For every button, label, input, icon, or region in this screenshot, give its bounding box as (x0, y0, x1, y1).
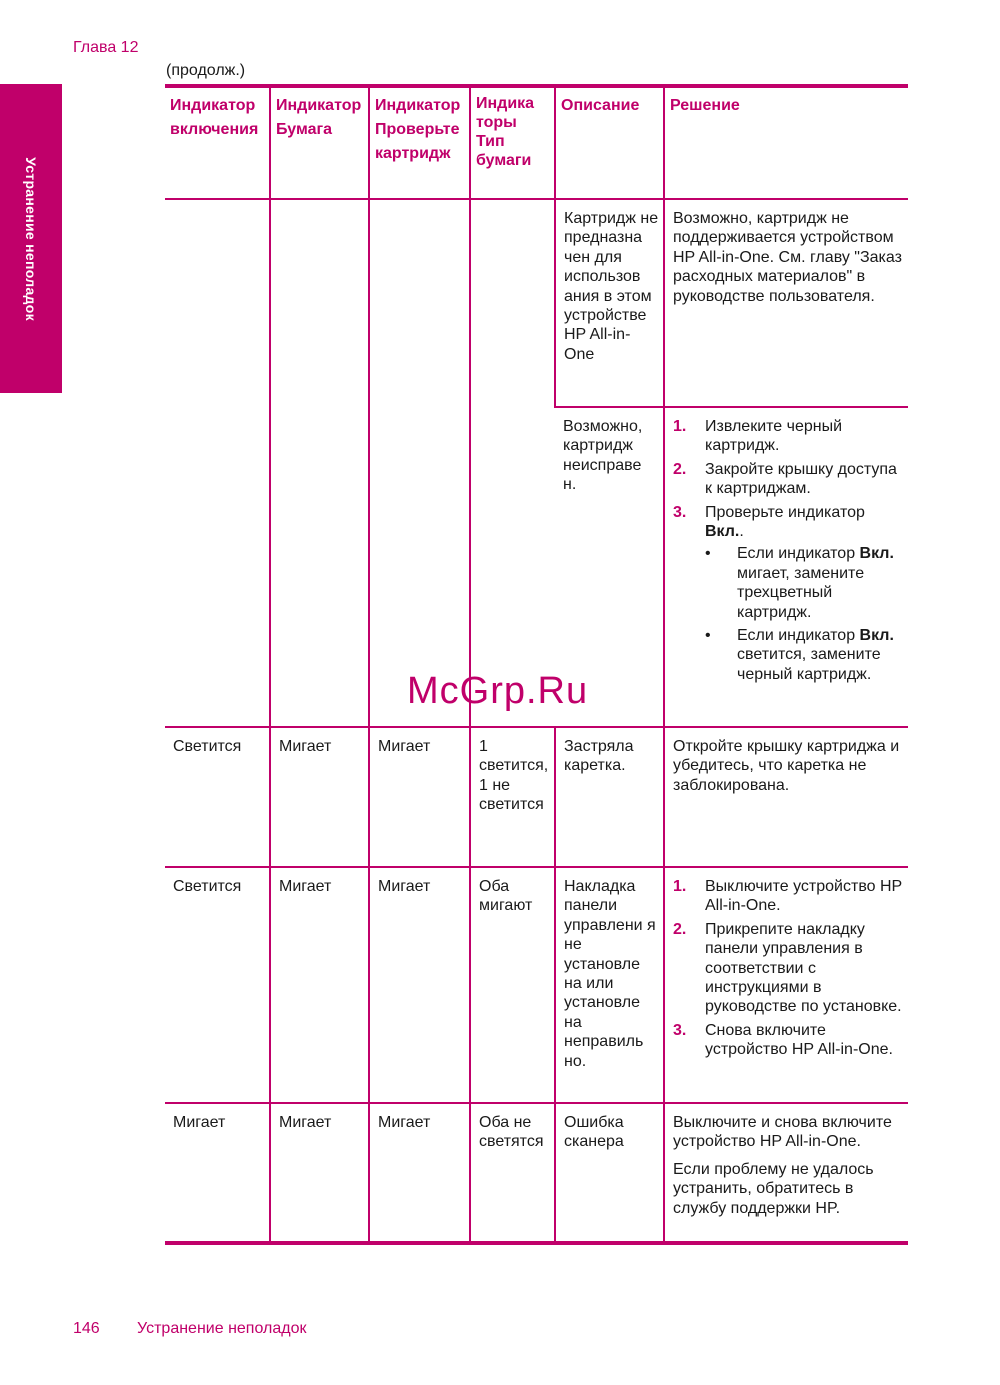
substep-bold-text: Вкл. (859, 627, 894, 645)
table-row (165, 1103, 908, 1243)
step-text: Извлеките черный картридж. (705, 418, 843, 455)
cell-solution (664, 1103, 908, 1243)
cell-power: Светится (173, 738, 242, 755)
side-tab (0, 84, 62, 393)
watermark: McGrp.Ru (407, 670, 589, 712)
step-item (673, 460, 904, 499)
cell-paper: Мигает (270, 727, 369, 867)
footer-title: Устранение неполадок (137, 1320, 307, 1337)
step-item (673, 1021, 904, 1060)
step-text-end: . (739, 523, 744, 541)
substep-text-end: мигает, замените трехцветный картридж. (737, 564, 865, 621)
step-text: Снова включите устройство HP All-in-One. (705, 1021, 893, 1059)
step-item (673, 920, 904, 1017)
cell-check-cartridge: Мигает (369, 1103, 470, 1243)
table-header-row (165, 86, 908, 199)
cell-paper-type (470, 199, 555, 727)
cell-description: Возможно, картридж неисправе н. (563, 418, 643, 494)
cell-solution: Откройте крышку картриджа и убедитесь, что каретка не заблокирована. (664, 727, 908, 867)
table-row (165, 727, 908, 867)
cell-solution (664, 867, 908, 1103)
cell-paper: Мигает (270, 867, 369, 1103)
cell-description: Ошибка сканера (555, 1103, 664, 1243)
header-paper-light: Индикатор Бумага (270, 86, 369, 199)
cell-description: Застряла каретка. (555, 727, 664, 867)
chapter-label: Глава 12 (73, 39, 139, 56)
header-description: Описание (555, 86, 664, 199)
substep-bold-text: Вкл. (859, 545, 894, 563)
cell-power: Светится (173, 878, 242, 895)
page-number: 146 (73, 1320, 100, 1337)
solution-steps (673, 877, 904, 1060)
step-number: 2. (673, 460, 687, 478)
substep-text-end: светится, замените черный картридж. (737, 646, 881, 683)
substep-item (705, 626, 904, 684)
side-tab-label: Устранение неполадок (23, 156, 39, 321)
solution-paragraph: Если проблему не удалось устранить, обратитесь в службу поддержки HP. (673, 1160, 874, 1217)
step-item (673, 503, 904, 685)
substep-list (705, 544, 904, 684)
step-item (673, 877, 904, 916)
cell-check-cartridge (369, 199, 470, 727)
cell-check-cartridge: Мигает (369, 727, 470, 867)
substep-item (705, 544, 904, 622)
step-number: 3. (673, 503, 687, 521)
step-number: 3. (673, 1021, 687, 1039)
substep-text: Если индикатор (737, 627, 860, 645)
header-power-light: Индикатор включения (170, 97, 259, 138)
table-row (165, 867, 908, 1103)
cell-solution: Возможно, картридж не поддерживается устройством HP All-in-One. См. главу "Заказ расходных материалов" в руководстве пользователя. (664, 199, 908, 407)
step-bold-text: Вкл. (705, 523, 740, 541)
cell-description: Картридж не предназна чен для использов ания в этом устройстве HP All-in-One (555, 199, 664, 407)
step-text: Проверьте индикатор (705, 503, 865, 521)
cell-paper (270, 199, 369, 727)
cell-power: Мигает (173, 1114, 226, 1131)
cell-paper-type: Оба мигают (470, 867, 555, 1103)
step-text: Закройте крышку доступа к картриджам. (705, 460, 897, 498)
table-row (165, 199, 908, 407)
cell-description: Накладка панели управлени я не установле на или установле на неправиль но. (555, 867, 664, 1103)
step-text: Выключите устройство HP All-in-One. (705, 878, 902, 915)
continued-label: (продолж.) (166, 62, 246, 79)
header-check-cartridge-light: Индикатор Проверьте картридж (369, 86, 470, 199)
cell-check-cartridge: Мигает (369, 867, 470, 1103)
step-item (673, 417, 904, 456)
cell-paper-type: Оба не светятся (470, 1103, 555, 1243)
bullet-icon: • (705, 545, 711, 563)
step-text: Прикрепите накладку панели управления в соответствии с инструкциями в руководстве по установке. (705, 920, 902, 1016)
step-number: 1. (673, 878, 687, 895)
substep-text: Если индикатор (737, 545, 860, 563)
troubleshooting-table (165, 84, 908, 1245)
solution-steps (673, 417, 904, 684)
step-number: 1. (673, 418, 687, 435)
bullet-icon: • (705, 627, 711, 645)
cell-power (165, 199, 270, 727)
cell-paper-type: 1 светится, 1 не светится (470, 727, 555, 867)
step-number: 2. (673, 920, 687, 938)
cell-solution (664, 407, 908, 727)
solution-paragraph: Выключите и снова включите устройство HP All-in-One. (673, 1114, 892, 1151)
header-paper-type-lights: Индика торы Тип бумаги (470, 86, 555, 199)
cell-paper: Мигает (270, 1103, 369, 1243)
header-solution: Решение (664, 86, 908, 199)
